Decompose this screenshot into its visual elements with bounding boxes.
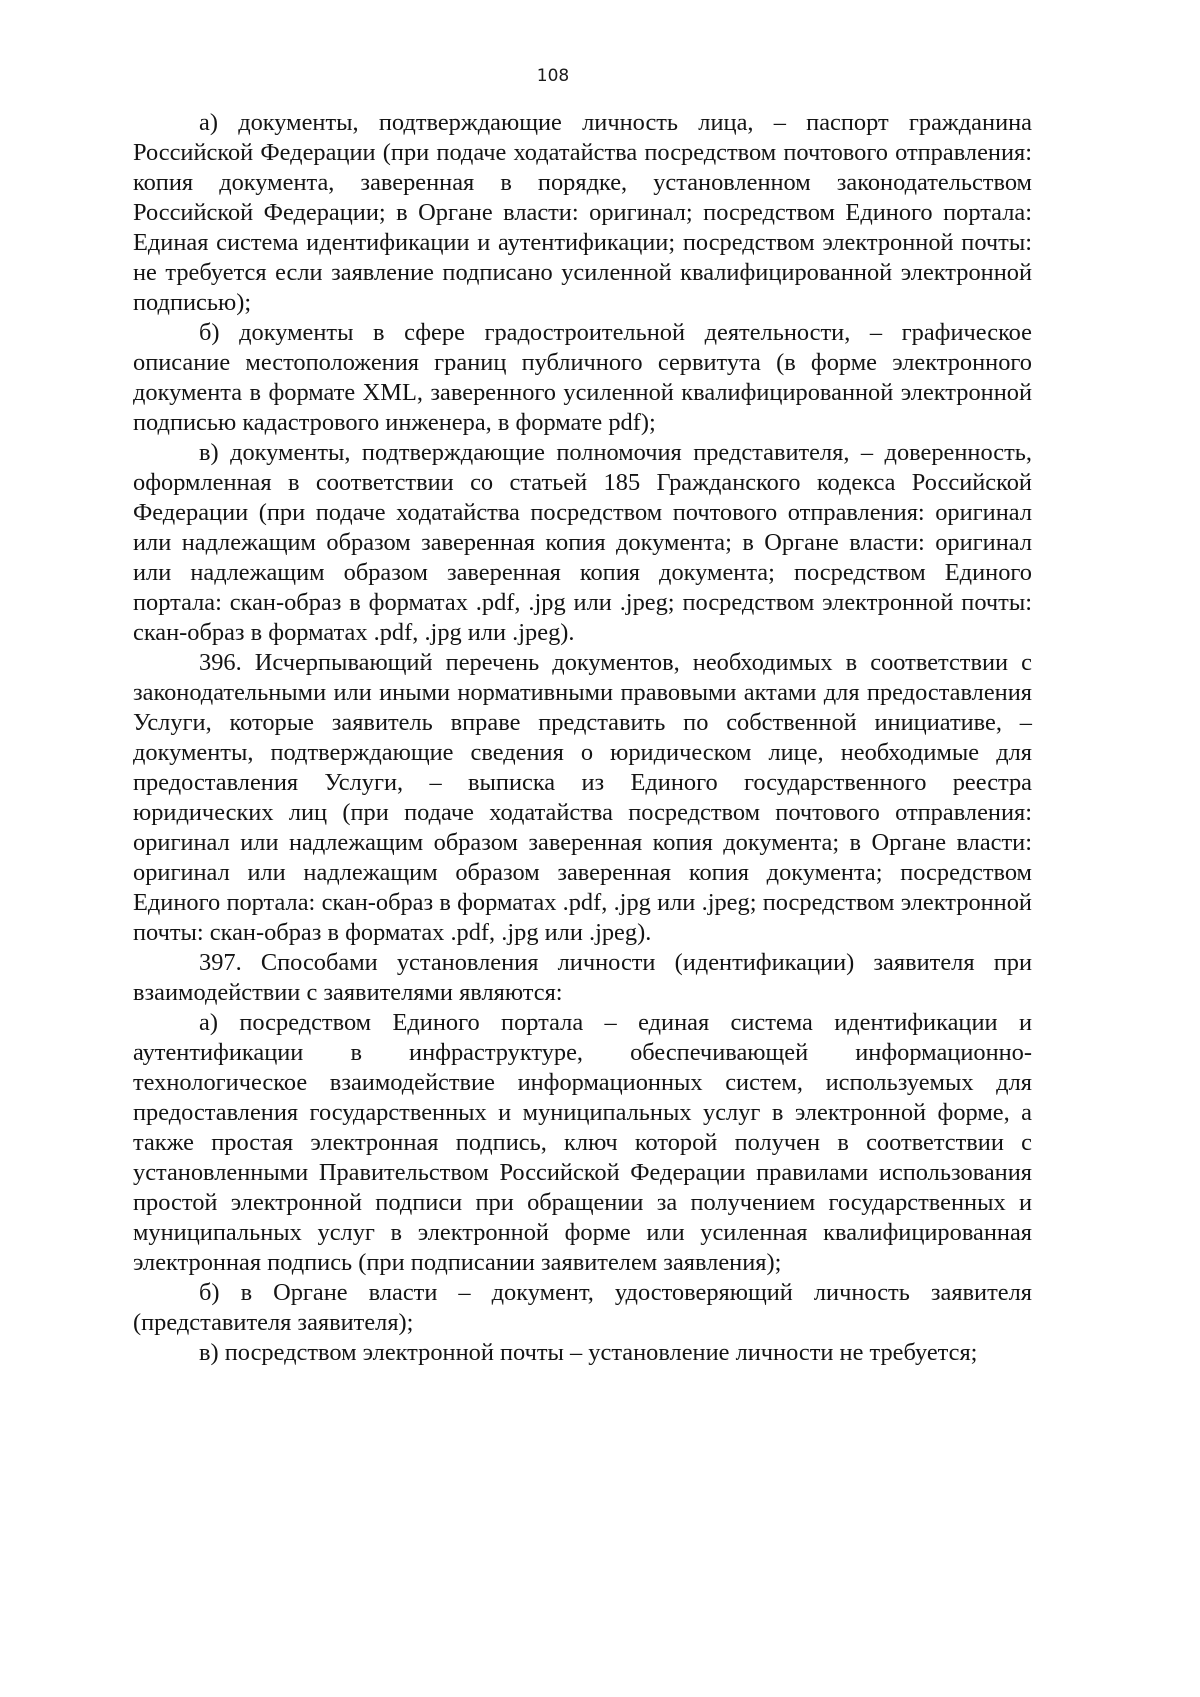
paragraph-item-v-representative-authority: в) документы, подтверждающие полномочия представителя, – доверенность, оформленная в соответствии со статьей 185 Гражданского кодекса Российской Федерации (при подаче ходатайства посредством почтового отправления: оригинал или надлежащим образом заверенная копия документа; в Органе власти: оригинал или надлежащим образом заверенная копия документа; посредством Единого портала: скан-образ в форматах .pdf, .jpg или .jpeg; посредством электронной почты: скан-образ в форматах .pdf, .jpg или .jpeg). — [133, 439, 1032, 646]
paragraph-clause-396: 396. Исчерпывающий перечень документов, необходимых в соответствии с законодательными или иными нормативными правовыми актами для предоставления Услуги, которые заявитель вправе представить по собственной инициативе, – документы, подтверждающие сведения о юридическом лице, необходимые для предоставления Услуги, – выписка из Единого государственного реестра юридических лиц (при подаче ходатайства посредством почтового отправления: оригинал или надлежащим образом заверенная копия документа; в Органе власти: оригинал или надлежащим образом заверенная копия документа; посредством Единого портала: скан-образ в форматах .pdf, .jpg или .jpeg; посредством электронной почты: скан-образ в форматах .pdf, .jpg или .jpeg). — [133, 649, 1032, 946]
paragraph-item-b-urban-planning-documents: б) документы в сфере градостроительной деятельности, – графическое описание местоположения границ публичного сервитута (в форме электронного документа в формате XML, заверенного усиленной квалифицированной электронной подписью кадастрового инженера, в формате pdf); — [133, 319, 1032, 436]
paragraph-item-v-email: в) посредством электронной почты – установление личности не требуется; — [199, 1339, 978, 1366]
paragraph-item-a-single-portal: а) посредством Единого портала – единая система идентификации и аутентификации в инфраструктуре, обеспечивающей информационно-технологическое взаимодействие информационных систем, используемых для предоставления государственных и муниципальных услуг в электронной форме, а также простая электронная подпись, ключ которой получен в соответствии с установленными Правительством Российской Федерации правилами использования простой электронной подписи при обращении за получением государственных и муниципальных услуг в электронной форме или усиленная квалифицированная электронная подпись (при подписании заявителем заявления); — [133, 1009, 1032, 1276]
paragraph-item-a-identity-documents: а) документы, подтверждающие личность лица, – паспорт гражданина Российской Федерации (при подаче ходатайства посредством почтового отправления: копия документа, заверенная в порядке, установленном законодательством Российской Федерации; в Органе власти: оригинал; посредством Единого портала: Единая система идентификации и аутентификации; посредством электронной почты: не требуется если заявление подписано усиленной квалифицированной электронной подписью); — [133, 109, 1032, 316]
page-number: 108 — [536, 66, 570, 86]
paragraph-item-b-authority-office: б) в Органе власти – документ, удостоверяющий личность заявителя (представителя заявителя); — [133, 1279, 1032, 1336]
paragraph-clause-397: 397. Способами установления личности (идентификации) заявителя при взаимодействии с заявителями являются: — [133, 949, 1032, 1006]
document-body — [133, 108, 1032, 1368]
